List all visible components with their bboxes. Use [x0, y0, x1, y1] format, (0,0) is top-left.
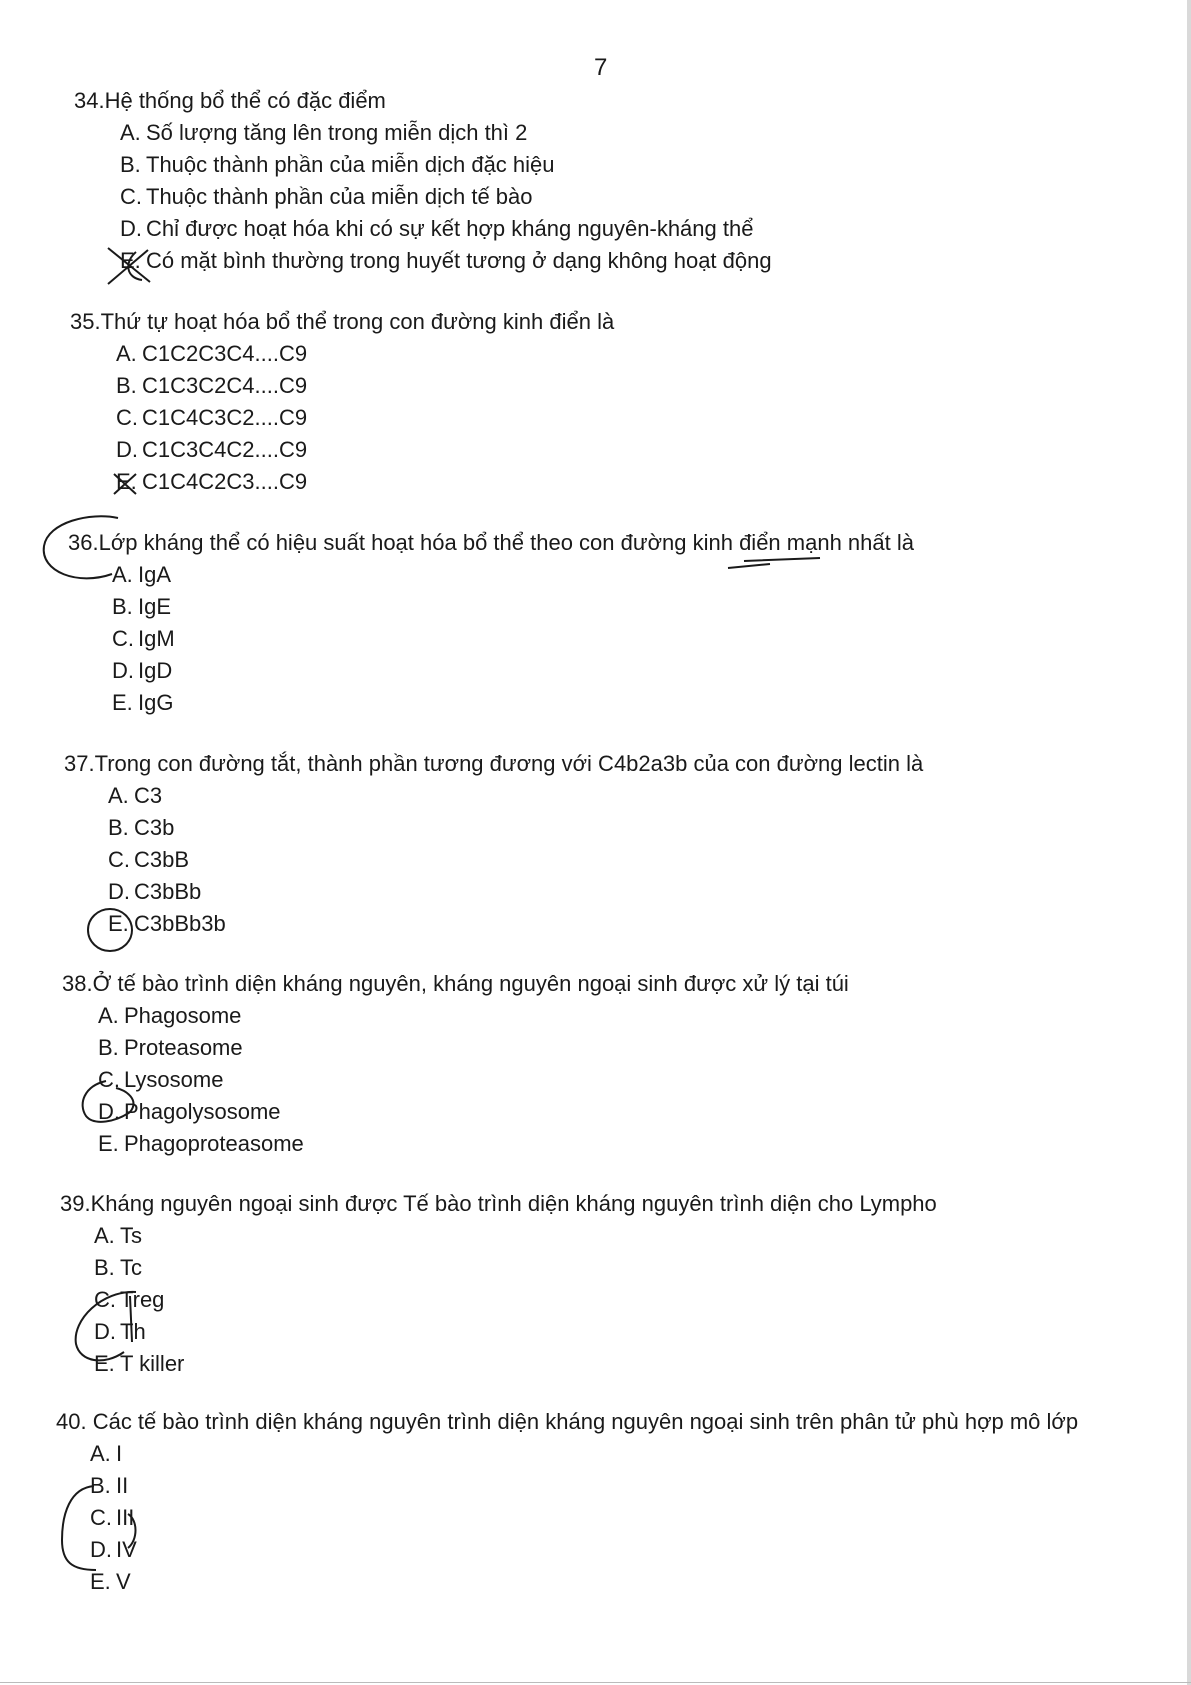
option-e [108, 908, 923, 940]
option-letter: A. [112, 562, 133, 587]
option-d [90, 1534, 1116, 1566]
option-letter: B. [98, 1035, 119, 1060]
option-letter: E. [98, 1131, 119, 1156]
option-c [120, 181, 772, 213]
option-text: T killer [120, 1351, 185, 1376]
option-letter: E. [90, 1569, 111, 1594]
option-text: Proteasome [124, 1035, 243, 1060]
option-text: Phagolysosome [124, 1099, 281, 1124]
option-text: Tc [120, 1255, 142, 1280]
question-stem: 38.Ở tế bào trình diện kháng nguyên, kháng nguyên ngoại sinh được xử lý tại túi [62, 971, 849, 996]
option-e [120, 245, 772, 277]
option-letter: D. [112, 658, 134, 683]
option-letter: B. [90, 1473, 111, 1498]
option-e [116, 466, 614, 498]
option-text: Phagosome [124, 1003, 242, 1028]
option-text: IgM [138, 626, 175, 651]
option-letter: A. [108, 783, 129, 808]
option-letter: C. [98, 1067, 120, 1092]
option-letter: C. [112, 626, 134, 651]
option-e [98, 1128, 849, 1160]
option-text: C3b [134, 815, 175, 840]
option-letter: B. [108, 815, 129, 840]
option-text: C3bBb3b [134, 911, 226, 936]
option-d [116, 434, 614, 466]
question-stem: 40. Các tế bào trình diện kháng nguyên trình diện kháng nguyên ngoại sinh trên phân tử phù hợp mô lớp [56, 1409, 1079, 1434]
option-text: III [116, 1505, 135, 1530]
option-d [120, 213, 772, 245]
question-stem: 39.Kháng nguyên ngoại sinh được Tế bào trình diện kháng nguyên trình diện cho Lympho [60, 1191, 937, 1216]
option-a [108, 780, 923, 812]
option-letter: D. [120, 216, 142, 241]
option-letter: A. [90, 1441, 111, 1466]
option-b [112, 591, 914, 623]
option-text: IgA [138, 562, 172, 587]
option-a [90, 1438, 1116, 1470]
question-stem: 37.Trong con đường tắt, thành phần tương đương với C4b2a3b của con đường lectin là [64, 751, 924, 776]
option-c [112, 623, 914, 655]
option-text: Thuộc thành phần của miễn dịch tế bào [146, 184, 533, 209]
option-b [120, 149, 772, 181]
option-letter: D. [98, 1099, 120, 1124]
option-text: C1C2C3C4....C9 [142, 341, 308, 366]
question-37 [64, 748, 923, 940]
question-40 [56, 1406, 1116, 1598]
option-text: C3bB [134, 847, 190, 872]
option-letter: E. [112, 690, 133, 715]
option-text: Treg [120, 1287, 165, 1312]
option-text: IgE [138, 594, 172, 619]
option-text: C1C3C4C2....C9 [142, 437, 308, 462]
option-text: Có mặt bình thường trong huyết tương ở dạng không hoạt động [146, 248, 772, 273]
option-b [90, 1470, 1116, 1502]
option-text: V [116, 1569, 131, 1594]
option-e [112, 687, 914, 719]
option-letter: D. [116, 437, 138, 462]
option-text: Thuộc thành phần của miễn dịch đặc hiệu [146, 152, 555, 177]
option-letter: C. [94, 1287, 116, 1312]
option-text: IgD [138, 658, 173, 683]
option-text: Chỉ được hoạt hóa khi có sự kết hợp kháng nguyên-kháng thể [146, 216, 754, 241]
option-text: Số lượng tăng lên trong miễn dịch thì 2 [146, 120, 528, 145]
option-letter: C. [90, 1505, 112, 1530]
option-letter: C. [116, 405, 138, 430]
option-letter: A. [120, 120, 141, 145]
option-letter: A. [94, 1223, 115, 1248]
option-letter: B. [120, 152, 141, 177]
option-text: II [116, 1473, 129, 1498]
question-39 [60, 1188, 937, 1380]
option-c [108, 844, 923, 876]
option-e [94, 1348, 937, 1380]
question-38 [62, 968, 849, 1160]
question-stem: 34.Hệ thống bổ thể có đặc điểm [74, 88, 386, 113]
page-bottom-rule [0, 1682, 1191, 1683]
option-text: Phagoproteasome [124, 1131, 304, 1156]
option-text: IgG [138, 690, 174, 715]
option-letter: B. [116, 373, 137, 398]
option-c [116, 402, 614, 434]
question-stem: 35.Thứ tự hoạt hóa bổ thể trong con đường kinh điển là [70, 309, 615, 334]
option-letter: C. [108, 847, 130, 872]
option-a [98, 1000, 849, 1032]
option-letter: E. [120, 248, 141, 273]
question-36 [68, 527, 914, 719]
option-e [90, 1566, 1116, 1598]
option-a [94, 1220, 937, 1252]
option-text: C1C4C2C3....C9 [142, 469, 308, 494]
option-letter: E. [94, 1351, 115, 1376]
option-a [116, 338, 614, 370]
option-text: C3bBb [134, 879, 202, 904]
option-letter: E. [108, 911, 129, 936]
option-text: Ts [120, 1223, 142, 1248]
option-text: C1C3C2C4....C9 [142, 373, 308, 398]
question-stem: 36.Lớp kháng thể có hiệu suất hoạt hóa bổ thể theo con đường kinh điển mạnh nhất là [68, 530, 914, 555]
option-d [108, 876, 923, 908]
option-text: C1C4C3C2....C9 [142, 405, 308, 430]
option-text: IV [116, 1537, 137, 1562]
option-letter: D. [90, 1537, 112, 1562]
option-c [90, 1502, 1116, 1534]
option-d [98, 1096, 849, 1128]
option-d [94, 1316, 937, 1348]
option-letter: D. [94, 1319, 116, 1344]
option-d [112, 655, 914, 687]
option-b [108, 812, 923, 844]
option-text: C3 [134, 783, 163, 808]
option-letter: A. [98, 1003, 119, 1028]
option-letter: B. [94, 1255, 115, 1280]
option-text: Lysosome [124, 1067, 224, 1092]
question-34 [74, 85, 772, 277]
option-c [94, 1284, 937, 1316]
option-text: Th [120, 1319, 146, 1344]
option-a [120, 117, 772, 149]
option-b [98, 1032, 849, 1064]
page-number: 7 [594, 54, 608, 81]
option-text: I [116, 1441, 123, 1466]
option-a [112, 559, 914, 591]
option-letter: A. [116, 341, 137, 366]
option-c [98, 1064, 849, 1096]
option-letter: C. [120, 184, 142, 209]
question-35 [70, 306, 614, 498]
page-edge-shadow [1187, 0, 1191, 1685]
option-letter: B. [112, 594, 133, 619]
option-b [116, 370, 614, 402]
option-letter: D. [108, 879, 130, 904]
option-b [94, 1252, 937, 1284]
option-letter: E. [116, 469, 137, 494]
